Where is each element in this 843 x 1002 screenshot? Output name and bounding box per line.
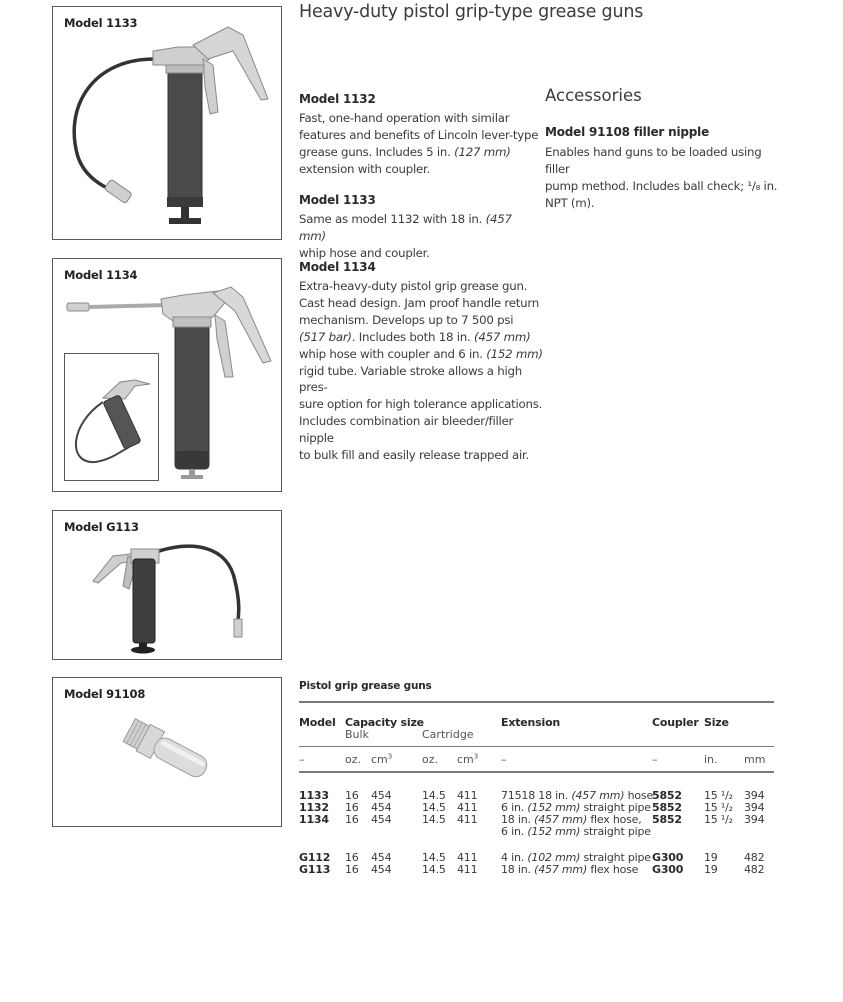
unit-size-in: in. bbox=[704, 753, 718, 766]
image-label: Model 1134 bbox=[64, 268, 138, 282]
unit-cartridge-cm3: $cm^3$ bbox=[457, 752, 479, 766]
unit-size-mm: mm bbox=[744, 753, 766, 766]
header-capacity-size: Capacity size bbox=[345, 716, 424, 729]
accessory-91108-description: Enables hand guns to be loaded using filler pump method. Includes ball check; ¹/₈ in. NPT (m). bbox=[545, 145, 778, 210]
unit-extension: – bbox=[501, 753, 507, 766]
model-1133-heading: Model 1133 bbox=[299, 193, 376, 207]
header-size: Size bbox=[704, 716, 729, 729]
unit-model: – bbox=[299, 753, 305, 766]
inset-image-with-hose bbox=[64, 353, 159, 481]
product-image-model-1134 bbox=[52, 258, 282, 492]
image-label: Model 91108 bbox=[64, 687, 146, 701]
unit-cartridge-oz: oz. bbox=[422, 753, 439, 766]
product-image-model-91108 bbox=[52, 677, 282, 827]
grease-gun-g113-illustration bbox=[53, 511, 283, 661]
product-image-model-g113 bbox=[52, 510, 282, 660]
unit-bulk-oz: oz. bbox=[345, 753, 362, 766]
accessories-title: Accessories bbox=[545, 86, 642, 105]
grease-gun-1133-illustration bbox=[53, 7, 283, 241]
header-extension: Extension bbox=[501, 716, 561, 729]
unit-coupler: – bbox=[652, 753, 658, 766]
table-top-rule bbox=[299, 701, 774, 703]
model-1132-description: Fast, one-hand operation with similar features and benefits of Lincoln lever-type grease guns. Includes 5 in. (127 mm) extension with coupler. bbox=[299, 111, 539, 176]
table-units-rule bbox=[299, 771, 774, 773]
unit-bulk-cm3: $cm^3$ bbox=[371, 752, 393, 766]
model-1134-description: Extra-heavy-duty pistol grip grease gun. Cast head design. Jam proof handle return mechanism. Develops up to 7 500 psi (517 bar). Includes both 18 in. (457 mm) whip hose with coupler and 6 in. (152 mm) rigid tube. Variable stroke allows a high pres- sure option for high tolerance applications. Includes combination air bleeder/filler nipple to bulk fill and easily release trapped air. bbox=[299, 279, 543, 463]
image-label: Model G113 bbox=[64, 520, 139, 534]
table-caption: Pistol grip grease guns bbox=[299, 680, 432, 692]
model-1132-heading: Model 1132 bbox=[299, 92, 376, 106]
accessory-91108-heading: Model 91108 filler nipple bbox=[545, 125, 710, 139]
header-cartridge: Cartridge bbox=[422, 728, 474, 741]
header-coupler: Coupler bbox=[652, 716, 699, 729]
header-bulk: Bulk bbox=[345, 728, 369, 741]
image-label: Model 1133 bbox=[64, 16, 138, 30]
product-image-model-1133 bbox=[52, 6, 282, 240]
filler-nipple-illustration bbox=[53, 678, 283, 828]
page-title: Heavy-duty pistol grip-type grease guns bbox=[299, 2, 644, 22]
table-header-rule bbox=[299, 746, 774, 747]
model-1133-description: Same as model 1132 with 18 in. (457 mm) whip hose and coupler. bbox=[299, 212, 512, 260]
header-model: Model bbox=[299, 716, 336, 729]
model-1134-heading: Model 1134 bbox=[299, 260, 376, 274]
